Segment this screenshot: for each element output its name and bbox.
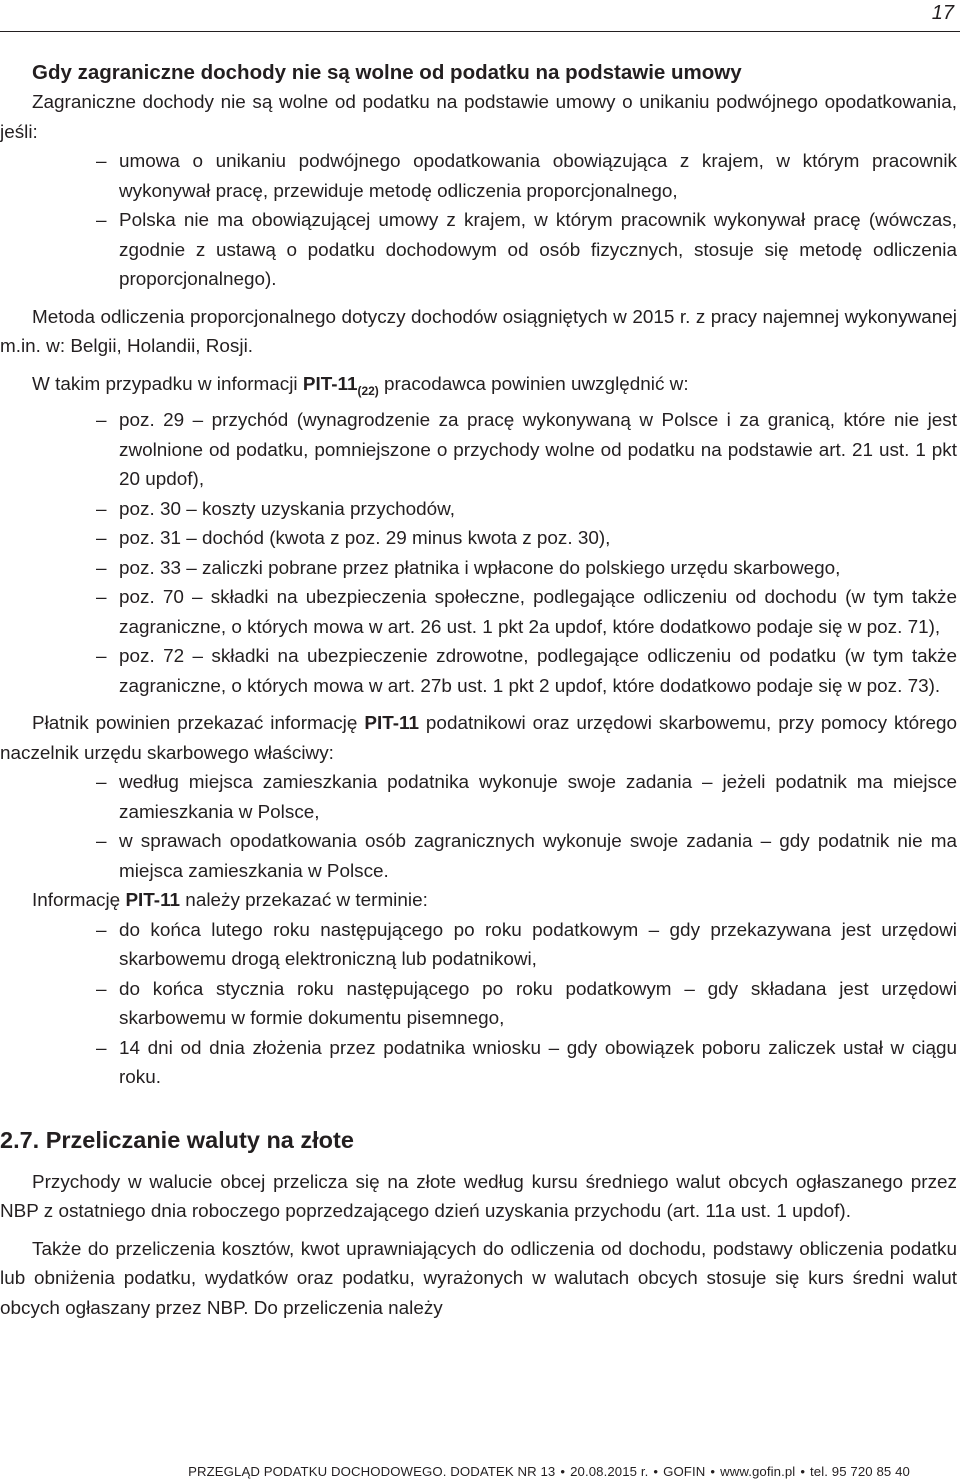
page-number: 17 xyxy=(931,2,954,24)
list-item: – do końca lutego roku następującego po roku podatkowym – gdy przekazywana jest urzędowi skarbowemu drogą elektroniczną lub podatnikowi, xyxy=(0,916,957,975)
pit-form-name: PIT-11 xyxy=(302,373,358,395)
footer-website: www.gofin.pl xyxy=(720,1464,796,1479)
paragraph: Przychody w walucie obcej przelicza się na złote według kursu średniego walut obcych ogłaszanego przez NBP z ostatniego dnia roboczego poprzedzającego dzień uzyskania przychodu (art. 11a ust. 1 updof). xyxy=(0,1171,957,1222)
bullet-icon: • xyxy=(800,1464,806,1479)
deadline-list xyxy=(0,916,957,1093)
list-item: – 14 dni od dnia złożenia przez podatnika wniosku – gdy obowiązek poboru zaliczek ustał w ciągu roku. xyxy=(0,1034,957,1093)
header-rule xyxy=(0,31,960,32)
list-item: – w sprawach opodatkowania osób zagranicznych wykonuje swoje zadania – gdy podatnik nie ma miejsca zamieszkania w Polsce. xyxy=(0,827,957,886)
page-footer xyxy=(0,1463,910,1481)
footer-date: 20.08.2015 r. xyxy=(570,1464,649,1479)
page-content xyxy=(0,58,957,1323)
list-item: – poz. 30 – koszty uzyskania przychodów, xyxy=(0,495,957,525)
list-item: – poz. 29 – przychód (wynagrodzenie za pracę wykonywaną w Polsce i za granicą, które nie jest zwolnione od podatku, pomniejszone o przychody wolne od podatku na podstawie art. 21 ust. 1 pkt 20 updof), xyxy=(0,406,957,495)
section-intro: Zagraniczne dochody nie są wolne od podatku na podstawie umowy o unikaniu podwójnego opodatkowania, jeśli: xyxy=(0,92,957,143)
payer-list xyxy=(0,768,957,886)
deadline-intro-text: Informację xyxy=(32,890,126,911)
list-item: – poz. 72 – składki na ubezpieczenie zdrowotne, podlegające odliczeniu od podatku (w tym także zagraniczne, o których mowa w art. 27b ust. 1 pkt 2 updof, które dodatkowo podaje się w poz. 73). xyxy=(0,642,957,701)
list-item: – Polska nie ma obowiązującej umowy z krajem, w którym pracownik wykonywał pracę (wówczas, zgodnie z ustawą o podatku dochodowym od osób fizycznych, stosuje się metodę odliczenia proporcjonalnego). xyxy=(0,206,957,295)
pit-form-subscript: (22) xyxy=(357,383,379,398)
bullet-icon: • xyxy=(653,1464,659,1479)
subsection-heading: 2.7. Przeliczanie waluty na złote xyxy=(0,1126,354,1153)
section-heading: Gdy zagraniczne dochody nie są wolne od podatku na podstawie umowy xyxy=(32,61,742,84)
payer-form-name: PIT-11 xyxy=(364,713,419,734)
pit-intro xyxy=(32,370,957,407)
footer-publisher: GOFIN xyxy=(663,1464,706,1479)
deadline-intro-text-end: należy przekazać w terminie: xyxy=(180,890,428,911)
list-item: – poz. 33 – zaliczki pobrane przez płatnika i wpłacone do polskiego urzędu skarbowego, xyxy=(0,554,957,584)
bullet-icon: • xyxy=(560,1464,566,1479)
paragraph: Także do przeliczenia kosztów, kwot uprawniających do odliczenia od dochodu, podstawy obliczenia podatku lub obniżenia podatku, wydatków oraz podatku, wyrażonych w walutach obcych stosuje się kurs średni walut obcych ogłaszany przez NBP. Do przeliczenia należy xyxy=(0,1238,957,1319)
positions-list xyxy=(0,406,957,701)
bullet-icon: • xyxy=(710,1464,716,1479)
pit-intro-text: W takim przypadku w informacji xyxy=(32,373,303,395)
pit-intro-text-end: pracodawca powinien uwzględnić w: xyxy=(378,373,689,395)
footer-publication: PRZEGLĄD PODATKU DOCHODOWEGO. DODATEK NR 13 xyxy=(188,1464,556,1479)
payer-intro xyxy=(0,709,957,768)
conditions-list xyxy=(0,147,957,295)
method-note: Metoda odliczenia proporcjonalnego dotyczy dochodów osiągniętych w 2015 r. z pracy najemnej wykonywanej m.in. w: Belgii, Holandii, Rosji. xyxy=(0,306,957,357)
list-item: – według miejsca zamieszkania podatnika wykonuje swoje zadania – jeżeli podatnik ma miejsce zamieszkania w Polsce, xyxy=(0,768,957,827)
payer-intro-text: Płatnik powinien przekazać informację xyxy=(32,713,365,734)
deadline-intro xyxy=(32,886,957,916)
list-item: – poz. 31 – dochód (kwota z poz. 29 minus kwota z poz. 30), xyxy=(0,524,957,554)
footer-phone: tel. 95 720 85 40 xyxy=(810,1464,910,1479)
payer-intro-text-end: podatnikowi oraz urzędowi skarbowemu, przy pomocy którego naczelnik urzędu skarbowego właściwy: xyxy=(0,713,957,764)
list-item: – umowa o unikaniu podwójnego opodatkowania obowiązująca z krajem, w którym pracownik wykonywał pracę, przewiduje metodę odliczenia proporcjonalnego, xyxy=(0,147,957,206)
deadline-form-name: PIT-11 xyxy=(125,890,181,911)
list-item: – do końca stycznia roku następującego po roku podatkowym – gdy składana jest urzędowi skarbowemu w formie dokumentu pisemnego, xyxy=(0,975,957,1034)
list-item: – poz. 70 – składki na ubezpieczenia społeczne, podlegające odliczeniu od dochodu (w tym także zagraniczne, o których mowa w art. 26 ust. 1 pkt 2a updof, które dodatkowo podaje się w poz. 71), xyxy=(0,583,957,642)
